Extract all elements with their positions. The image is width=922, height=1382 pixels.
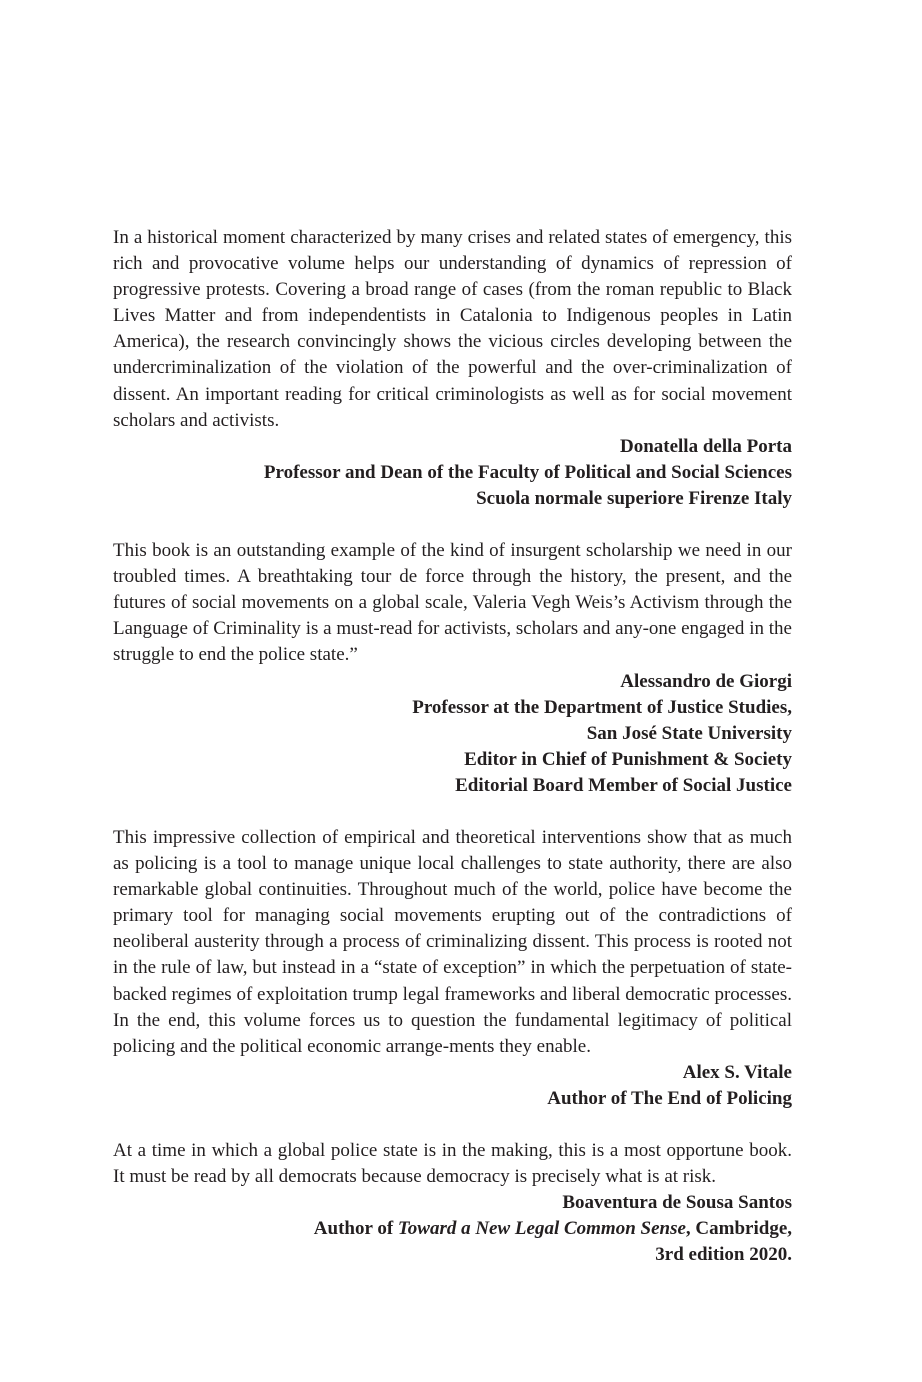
spacer [113, 799, 792, 825]
endorsement-de-giorgi [113, 538, 792, 799]
author-of-prefix: Author of [313, 1218, 398, 1240]
endorsement-attribution [113, 669, 792, 799]
endorsement-quote: This impressive collection of empirical and theoretical interventions show that as much as policing is a tool to manage unique local challenges to state authority, there are also remarkable global continuities. Throughout much of the world, police have become the primary tool for managing social movements erupting out of the contradictions of neoliberal austerity through a process of criminalizing dissent. This process is rooted not in the rule of law, but instead in a “state of exception” in which the perpetuation of state-backed regimes of exploitation trump legal frameworks and liberal democratic processes. In the end, this volume forces us to question the fundamental legitimacy of political policing and the political economic arrange-ments they enable. [113, 826, 792, 1057]
endorser-affiliation: Editor in Chief of Punishment & Society [464, 748, 792, 770]
endorsement-attribution [113, 1190, 792, 1268]
endorsement-santos [113, 1138, 792, 1268]
endorser-affiliation: Scuola normale superiore Firenze Italy [476, 487, 792, 509]
endorser-affiliation: Professor and Dean of the Faculty of Political and Social Sciences [263, 461, 792, 483]
spacer [113, 512, 792, 538]
spacer [113, 1112, 792, 1138]
publisher-suffix: , Cambridge, [685, 1218, 792, 1240]
endorser-affiliation: Editorial Board Member of Social Justice [455, 774, 792, 796]
endorser-affiliation: San José State University [586, 722, 792, 744]
endorsement-attribution [113, 1060, 792, 1112]
endorsement-quote: This book is an outstanding example of the kind of insurgent scholarship we need in our troubled times. A breathtaking tour de force through the history, the present, and the futures of social movements on a global scale, Valeria Vegh Weis’s Activism through the Language of Criminality is a must-read for activists, scholars and any-one engaged in the struggle to end the police state.” [113, 540, 792, 666]
book-title: Toward a New Legal Common Sense [397, 1218, 686, 1240]
edition-line: 3rd edition 2020. [655, 1244, 792, 1266]
endorser-name: Boaventura de Sousa Santos [562, 1192, 792, 1214]
endorser-affiliation: Professor at the Department of Justice Studies, [412, 696, 792, 718]
endorser-affiliation: Author of The End of Policing [547, 1087, 792, 1109]
endorser-name: Donatella della Porta [619, 435, 792, 457]
endorsement-della-porta [113, 225, 792, 512]
endorsement-attribution [113, 434, 792, 512]
endorsements-page [113, 225, 792, 1268]
endorsement-vitale [113, 825, 792, 1112]
endorsement-quote: At a time in which a global police state is in the making, this is a most opportune book. It must be read by all democrats because democracy is precisely what is at risk. [113, 1140, 792, 1188]
endorser-name: Alex S. Vitale [682, 1061, 792, 1083]
endorser-affiliation [113, 1216, 792, 1242]
endorsement-quote: In a historical moment characterized by many crises and related states of emergency, this rich and provocative volume helps our understanding of dynamics of repression of progressive protests. Covering a broad range of cases (from the roman republic to Black Lives Matter and from independentists in Catalonia to Indigenous peoples in Latin America), the research convincingly shows the vicious circles developing between the undercriminalization of the violation of the powerful and the over-criminalization of dissent. An important reading for critical criminologists as well as for social movement scholars and activists. [113, 227, 792, 431]
endorser-name: Alessandro de Giorgi [620, 670, 792, 692]
